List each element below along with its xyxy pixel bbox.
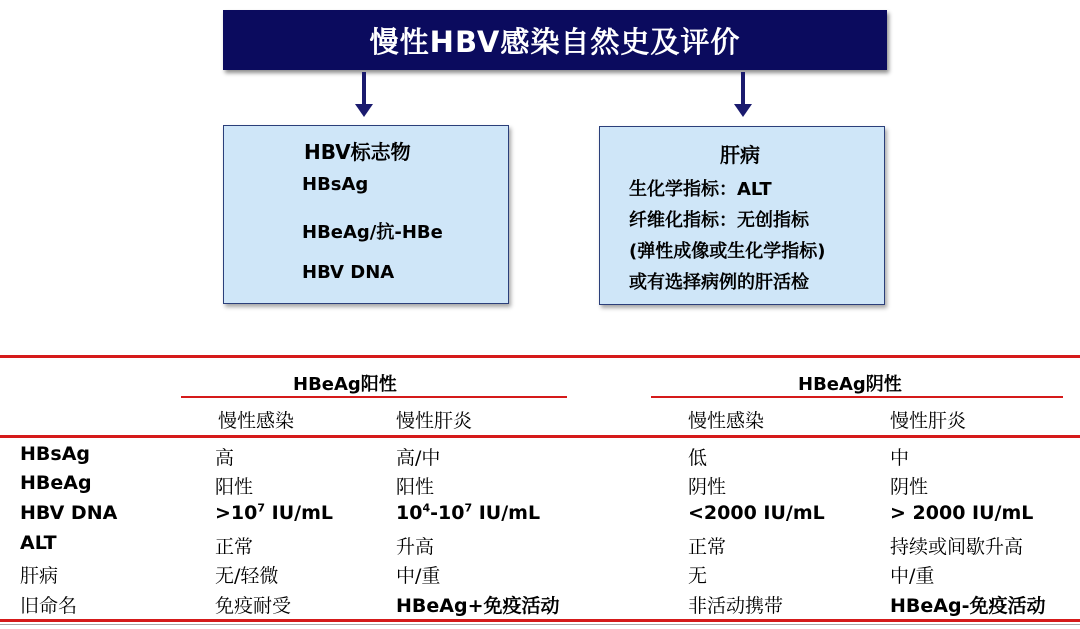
dna-value-base: >10 — [215, 502, 258, 524]
table-cell: 无/轻微 — [215, 565, 279, 587]
row-label: 肝病 — [20, 565, 59, 587]
liver-disease-box — [599, 126, 885, 305]
dna-value-unit: IU/mL — [265, 502, 333, 524]
dna-range-base: 10 — [396, 502, 423, 524]
table-cell: 低 — [688, 447, 708, 469]
row-label: HBsAg — [20, 443, 90, 465]
column-header: 慢性肝炎 — [396, 410, 473, 432]
arrow-down-right — [741, 72, 745, 105]
table-cell: 阳性 — [215, 476, 254, 498]
table-cell: HBeAg+免疫活动 — [396, 595, 560, 617]
dna-range-exponent-high: 7 — [464, 501, 473, 515]
table-cell — [215, 502, 333, 524]
marker-item: HBV DNA — [302, 262, 395, 283]
table-cell: 中/重 — [890, 565, 935, 587]
marker-item: HBeAg/抗-HBe — [302, 222, 443, 243]
hbv-markers-heading: HBV标志物 — [304, 140, 411, 164]
liver-line: 生化学指标：ALT — [629, 179, 772, 200]
liver-line: 纤维化指标：无创指标 — [629, 210, 809, 231]
table-cell: 中 — [890, 447, 910, 469]
table-cell: > 2000 IU/mL — [890, 502, 1034, 524]
table-cell: 正常 — [215, 536, 254, 558]
table-cell: HBeAg-免疫活动 — [890, 595, 1046, 617]
table-cell: 非活动携带 — [688, 595, 784, 617]
liver-line: 或有选择病例的肝活检 — [629, 272, 809, 293]
table-cell: 阳性 — [396, 476, 435, 498]
group-underline-positive — [181, 396, 567, 398]
liver-disease-heading: 肝病 — [720, 143, 760, 167]
table-cell: 正常 — [688, 536, 727, 558]
group-header-hbeag-negative: HBeAg阴性 — [798, 374, 902, 395]
column-header: 慢性感染 — [218, 410, 295, 432]
dna-value-exponent: 7 — [257, 501, 266, 515]
page-title: 慢性HBV感染自然史及评价 — [223, 10, 887, 70]
row-label: 旧命名 — [20, 595, 78, 617]
liver-line: (弹性成像或生化学指标) — [629, 241, 826, 262]
table-cell: 无 — [688, 565, 708, 587]
table-cell: 免疫耐受 — [215, 595, 292, 617]
group-underline-negative — [651, 396, 1063, 398]
dna-range-exponent-low: 4 — [422, 501, 431, 515]
group-header-hbeag-positive: HBeAg阳性 — [293, 374, 397, 395]
dna-range-mid: -10 — [430, 502, 465, 524]
table-top-rule — [0, 355, 1080, 358]
dna-range-unit: IU/mL — [472, 502, 541, 524]
table-cell: 阴性 — [890, 476, 929, 498]
table-cell: 阴性 — [688, 476, 727, 498]
row-label: HBV DNA — [20, 502, 118, 524]
table-bottom-rule — [0, 619, 1080, 622]
table-cell — [396, 502, 540, 524]
column-header: 慢性肝炎 — [890, 410, 967, 432]
table-cell: 高/中 — [396, 447, 441, 469]
table-cell: 中/重 — [396, 565, 441, 587]
hbv-markers-box — [223, 125, 509, 304]
table-bottom-shadow — [0, 624, 1080, 625]
marker-item: HBsAg — [302, 174, 369, 195]
row-label: ALT — [20, 532, 57, 554]
table-cell: 高 — [215, 447, 235, 469]
column-header: 慢性感染 — [688, 410, 765, 432]
arrow-down-left — [362, 72, 366, 105]
row-label: HBeAg — [20, 472, 92, 494]
table-cell: 持续或间歇升高 — [890, 536, 1024, 558]
table-header-rule — [0, 435, 1080, 438]
table-cell: 升高 — [396, 536, 435, 558]
table-cell: <2000 IU/mL — [688, 502, 825, 524]
